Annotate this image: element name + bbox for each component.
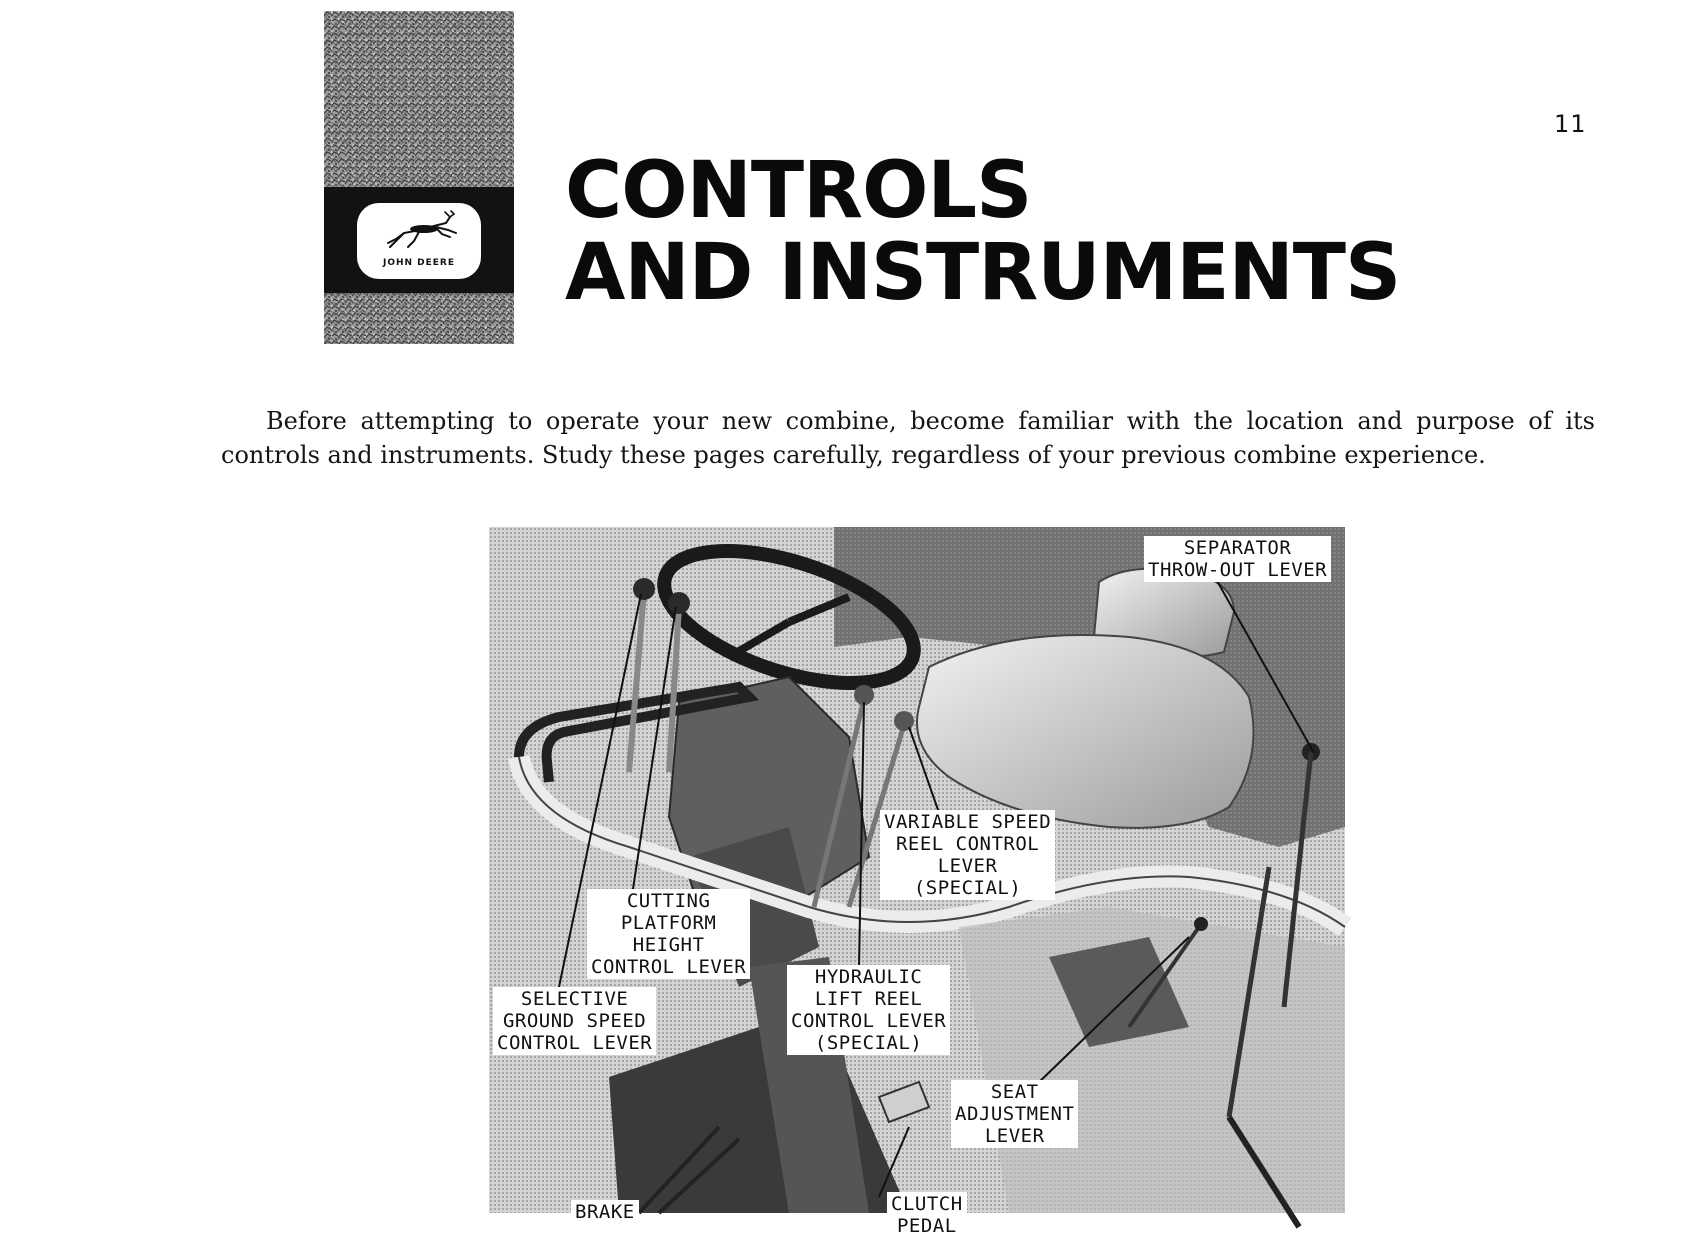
label-clutch-pedal: CLUTCH PEDAL: [887, 1192, 967, 1238]
label-seat-adjustment-lever: SEAT ADJUSTMENT LEVER: [951, 1080, 1078, 1148]
page-number: 11: [1554, 110, 1587, 138]
intro-paragraph: Before attempting to operate your new combine, become familiar with the location and purpose of its controls and instruments. Study these pages carefully, regardless of your previous combine experience.: [221, 407, 1595, 469]
page-title: [565, 146, 1401, 318]
page-title-line-2: AND INSTRUMENTS: [565, 228, 1401, 318]
label-variable-speed-reel-control-lever: VARIABLE SPEED REEL CONTROL LEVER (SPECIAL): [880, 810, 1055, 900]
combine-controls-photo: [489, 527, 1345, 1237]
label-separator-throw-out-lever: SEPARATOR THROW-OUT LEVER: [1144, 536, 1331, 582]
label-hydraulic-lift-reel-control-lever: HYDRAULIC LIFT REEL CONTROL LEVER (SPECIAL): [787, 965, 950, 1055]
john-deere-logo-block: [324, 11, 514, 344]
label-selective-ground-speed-control-lever: SELECTIVE GROUND SPEED CONTROL LEVER: [493, 987, 656, 1055]
page-title-line-1: CONTROLS: [565, 146, 1032, 236]
label-cutting-platform-height-control-lever: CUTTING PLATFORM HEIGHT CONTROL LEVER: [587, 889, 750, 979]
logo-wordmark: JOHN DEERE: [382, 258, 456, 268]
label-brake: BRAKE: [571, 1200, 639, 1224]
